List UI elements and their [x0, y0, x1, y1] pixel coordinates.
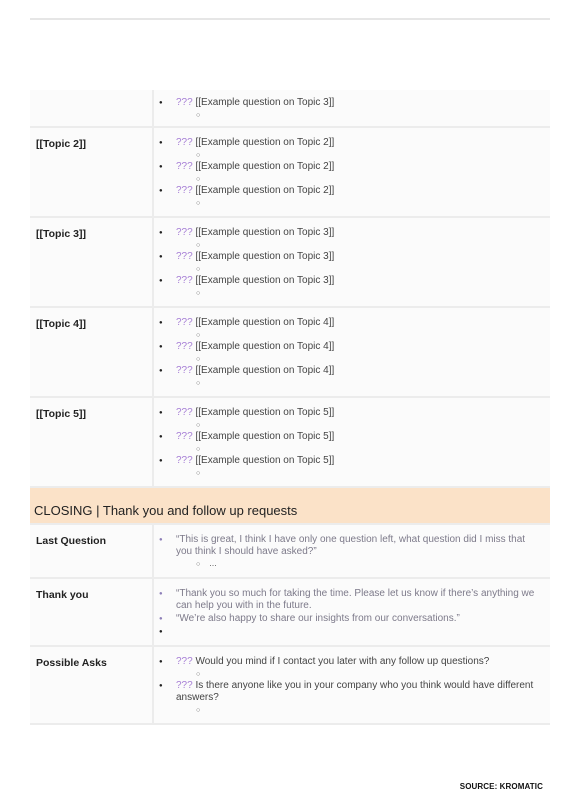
sub-bullet: ○ ...	[196, 558, 217, 568]
topic-cell	[30, 90, 154, 126]
question-text: [[Example question on Topic 3]]	[195, 227, 335, 238]
question-item	[176, 455, 542, 479]
table-row	[30, 398, 550, 488]
question-text: [[Example question on Topic 5]]	[195, 455, 335, 466]
topic-cell: Thank you	[30, 579, 154, 645]
source-note: SOURCE: KROMATIC	[459, 782, 543, 791]
empty-list-item	[176, 626, 542, 638]
table-row	[30, 308, 550, 398]
questions-cell	[154, 398, 550, 486]
question-item	[176, 431, 542, 455]
sub-bullet-text: ...	[209, 558, 217, 568]
question-item	[176, 185, 542, 209]
question-text: “Thank you so much for taking the time. Please let us know if there’s anything we can help you with in the future.	[176, 588, 535, 611]
question-text: “We’re also happy to share our insights from our conversations.”	[176, 613, 460, 624]
sub-bullet: ○	[196, 176, 201, 183]
questions-cell	[154, 90, 550, 126]
question-text: [[Example question on Topic 5]]	[195, 431, 335, 442]
table-row	[30, 218, 550, 308]
topic-cell: [[Topic 2]]	[30, 128, 154, 216]
sub-bullet: ○	[196, 242, 201, 249]
questions-cell	[154, 308, 550, 396]
question-text: [[Example question on Topic 2]]	[195, 185, 335, 196]
topic-cell: Last Question	[30, 525, 154, 577]
question-marker: ???	[176, 455, 193, 466]
question-item	[176, 251, 542, 275]
question-text: [[Example question on Topic 3]]	[195, 275, 335, 286]
question-item	[176, 227, 542, 251]
sub-bullet: ○	[196, 356, 201, 363]
questions-cell	[154, 218, 550, 306]
sub-bullet: ○	[196, 422, 201, 429]
question-text: [[Example question on Topic 2]]	[195, 161, 335, 172]
question-item	[176, 534, 542, 570]
question-item	[176, 275, 542, 299]
table-row	[30, 525, 550, 579]
question-marker: ???	[176, 341, 193, 352]
question-item	[176, 680, 542, 716]
question-marker: ???	[176, 407, 193, 418]
sub-bullet: ○	[196, 266, 201, 273]
table-row	[30, 579, 550, 647]
closing-section-header: CLOSING | Thank you and follow up requests	[30, 488, 550, 525]
top-divider	[30, 18, 550, 20]
sub-bullet: ○	[196, 671, 201, 678]
question-text: [[Example question on Topic 4]]	[195, 317, 335, 328]
question-text: [[Example question on Topic 4]]	[195, 341, 335, 352]
topic-cell: Possible Asks	[30, 647, 154, 723]
topic-cell: [[Topic 3]]	[30, 218, 154, 306]
sub-bullet: ○	[196, 470, 201, 477]
question-text: [[Example question on Topic 5]]	[195, 407, 335, 418]
question-item	[176, 97, 542, 121]
sub-bullet: ○	[196, 707, 201, 714]
topic-cell: [[Topic 4]]	[30, 308, 154, 396]
question-marker: ???	[176, 365, 193, 376]
sub-bullet: ○	[196, 112, 201, 119]
question-marker: ???	[176, 656, 193, 667]
questions-cell	[154, 579, 550, 645]
question-item	[176, 341, 542, 365]
topic-cell: [[Topic 5]]	[30, 398, 154, 486]
question-item	[176, 613, 542, 626]
sub-bullet: ○	[196, 380, 201, 387]
interview-guide-table	[30, 90, 550, 725]
question-marker: ???	[176, 97, 193, 108]
question-item	[176, 407, 542, 431]
sub-bullet: ○	[196, 446, 201, 453]
question-marker: ???	[176, 431, 193, 442]
question-marker: ???	[176, 251, 193, 262]
question-marker: ???	[176, 317, 193, 328]
question-marker: ???	[176, 275, 193, 286]
question-text: [[Example question on Topic 3]]	[195, 97, 335, 108]
question-text: [[Example question on Topic 4]]	[195, 365, 335, 376]
question-text: Would you mind if I contact you later with any follow up questions?	[195, 656, 490, 667]
question-item	[176, 588, 542, 613]
question-text: [[Example question on Topic 2]]	[195, 137, 335, 148]
question-marker: ???	[176, 680, 193, 691]
sub-bullet: ○	[196, 332, 201, 339]
question-item	[176, 161, 542, 185]
question-marker: ???	[176, 185, 193, 196]
table-row	[30, 647, 550, 725]
question-item	[176, 137, 542, 161]
table-row	[30, 90, 550, 128]
sub-bullet: ○	[196, 200, 201, 207]
table-row	[30, 128, 550, 218]
questions-cell	[154, 128, 550, 216]
question-text: “This is great, I think I have only one question left, what question did I miss that you think I should have asked?”	[176, 534, 526, 557]
question-item	[176, 317, 542, 341]
question-marker: ???	[176, 161, 193, 172]
questions-cell	[154, 525, 550, 577]
question-marker: ???	[176, 227, 193, 238]
sub-bullet: ○	[196, 290, 201, 297]
question-text: Is there anyone like you in your company who you think would have different answers?	[176, 680, 534, 703]
question-marker: ???	[176, 137, 193, 148]
question-item	[176, 365, 542, 389]
sub-bullet: ○	[196, 152, 201, 159]
question-text: [[Example question on Topic 3]]	[195, 251, 335, 262]
questions-cell	[154, 647, 550, 723]
question-item	[176, 656, 542, 680]
